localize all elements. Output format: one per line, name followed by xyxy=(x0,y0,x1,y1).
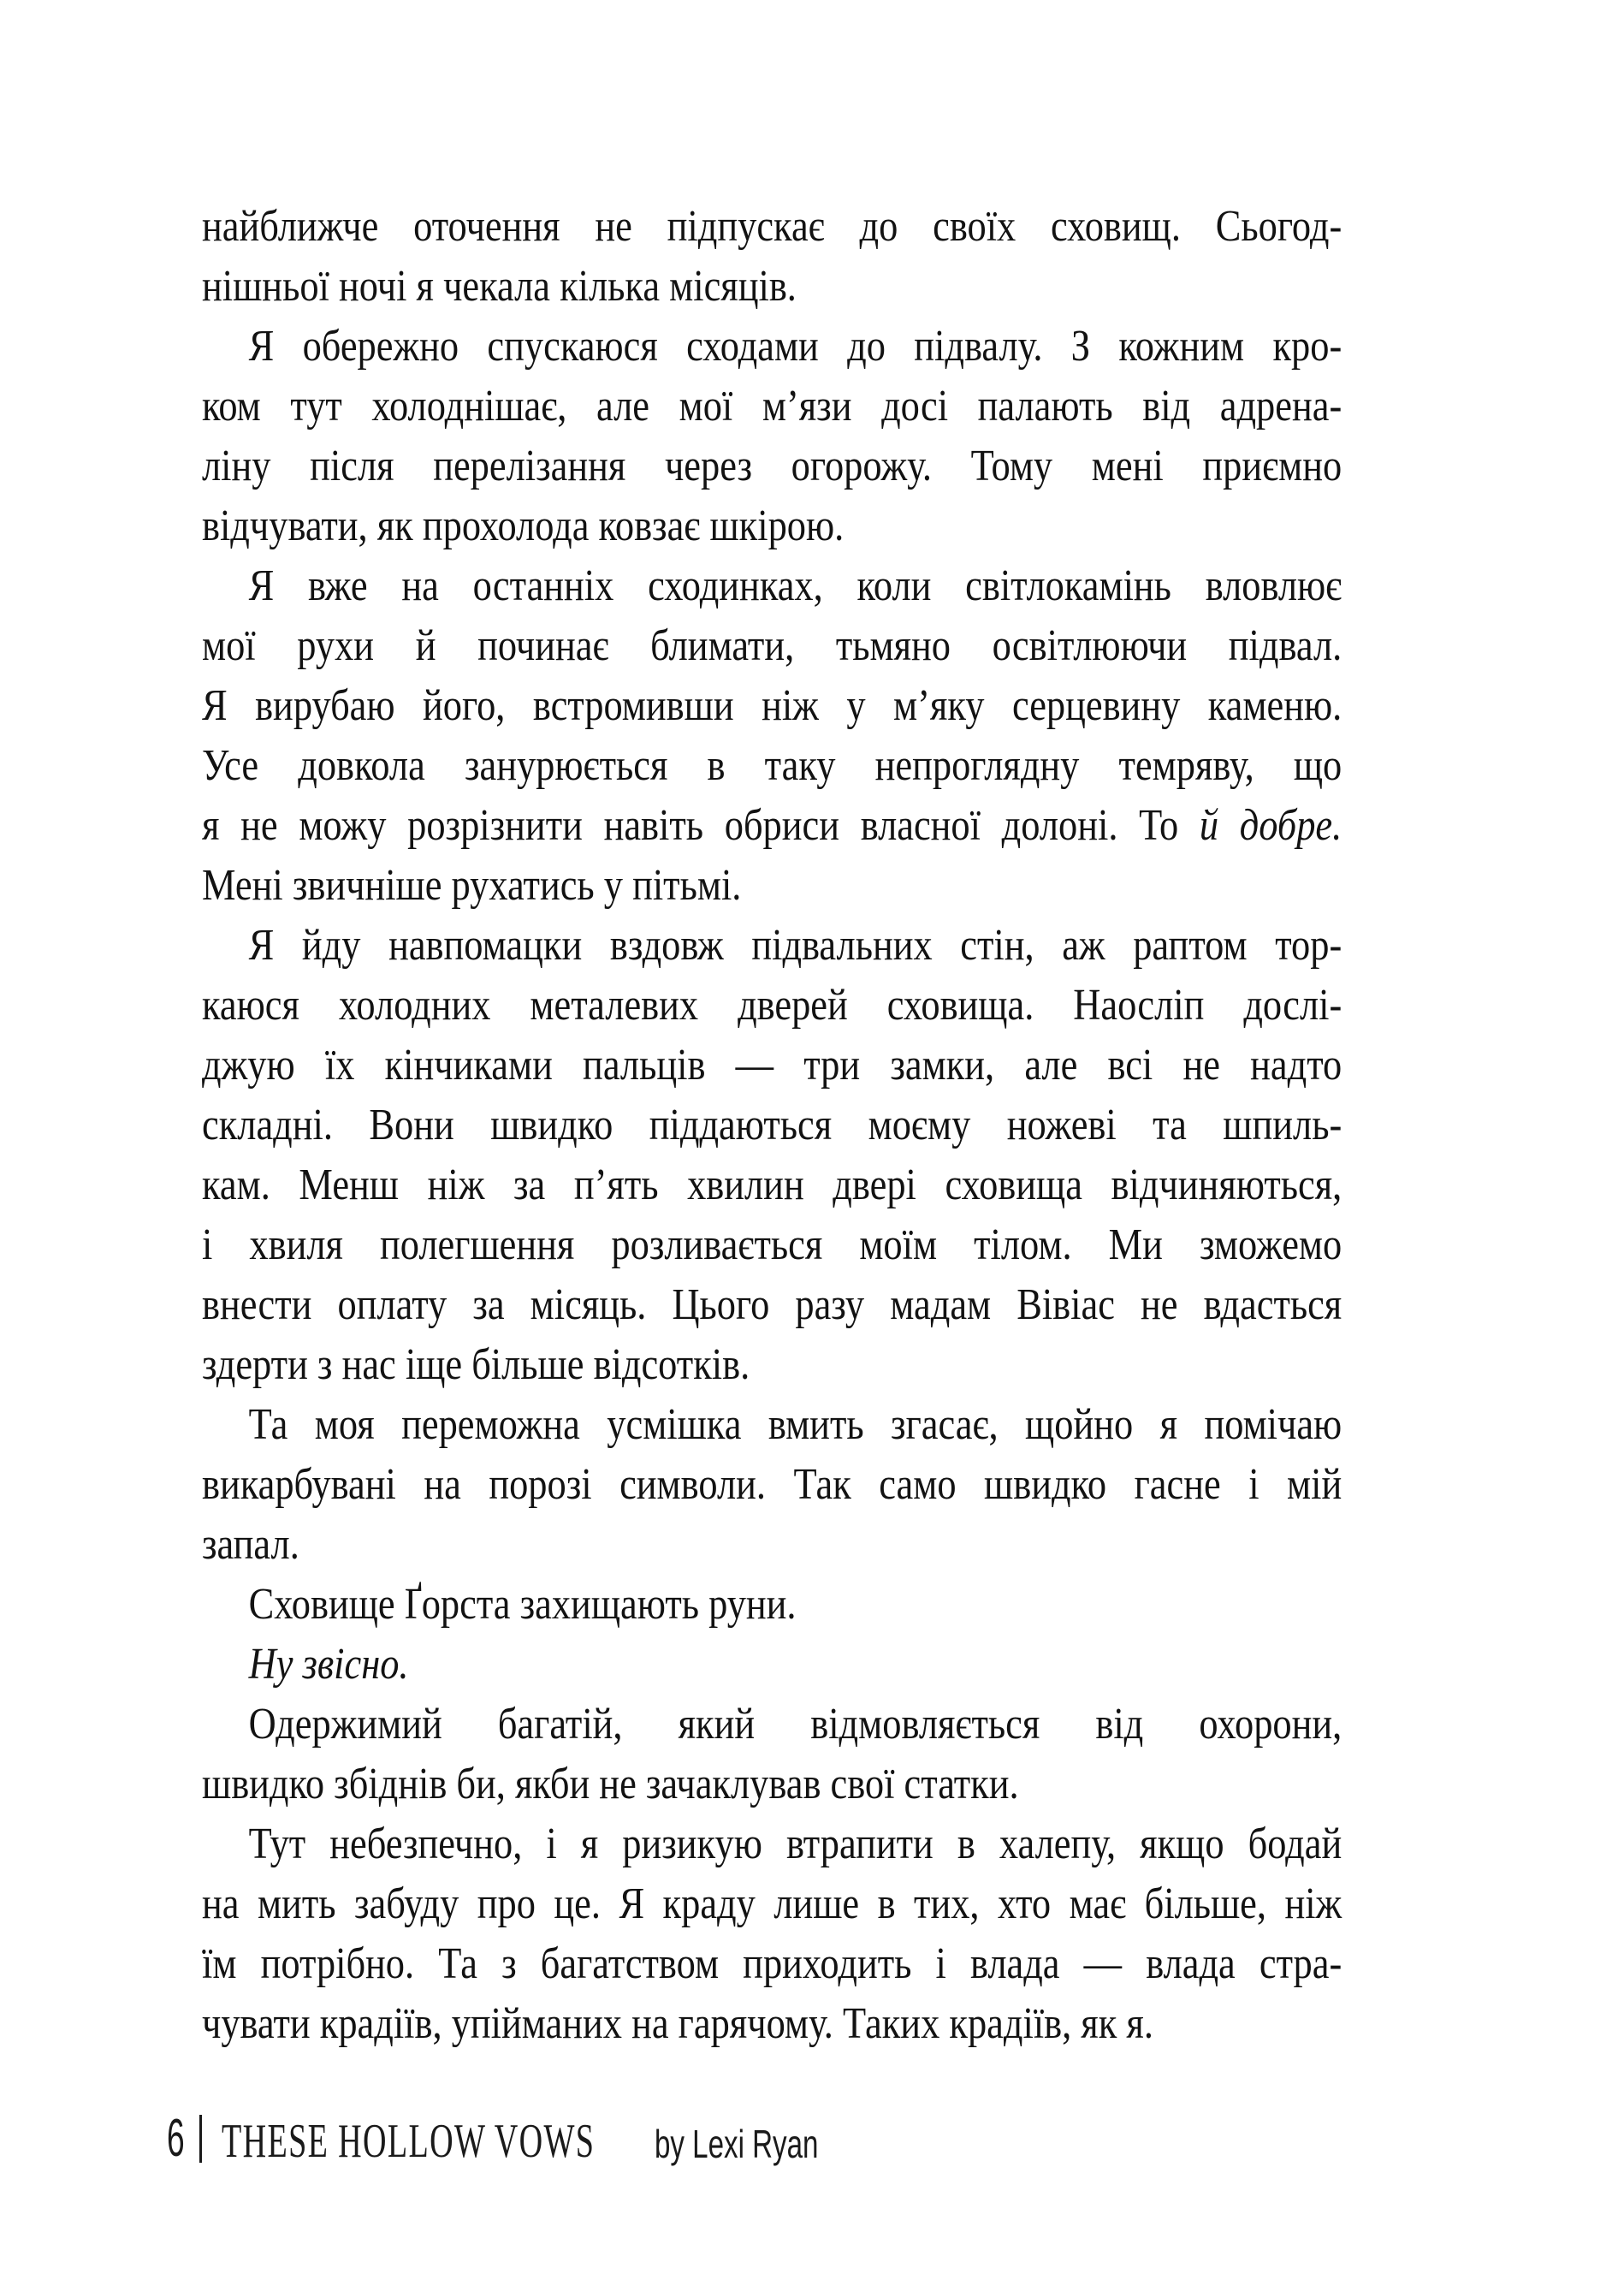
footer-divider xyxy=(199,2115,202,2163)
text-segment: Сховище Ґорста захищають руни. xyxy=(248,1580,797,1629)
text-segment: Я йду навпомацки вздовж підвальних стін, аж раптом тор- xyxy=(248,921,1342,970)
footer xyxy=(0,2111,1624,2170)
text-segment: Ну звісно. xyxy=(248,1640,409,1689)
text-line xyxy=(202,1575,1342,1635)
text-line xyxy=(202,1515,1342,1575)
text-segment: найближче оточення не підпускає до своїх сховищ. Сьогод- xyxy=(202,202,1342,251)
text-segment: чувати крадіїв, упійманих на гарячому. Таких крадіїв, як я. xyxy=(202,1999,1153,2048)
text-line xyxy=(202,317,1342,377)
text-segment: викарбувані на порозі символи. Так само швидко гасне і мій xyxy=(202,1460,1342,1509)
text-segment: Усе довкола занурюється в таку непроглядну темряву, що xyxy=(202,741,1342,790)
paragraph xyxy=(202,916,1342,1395)
paragraph xyxy=(202,1635,1342,1695)
text-line xyxy=(202,496,1342,556)
text-line xyxy=(202,1395,1342,1455)
text-segment: Та моя переможна усмішка вмить згасає, щойно я помічаю xyxy=(248,1400,1342,1449)
text-segment: на мить забуду про це. Я краду лише в тих, хто має більше, ніж xyxy=(202,1879,1342,1928)
text-line xyxy=(202,556,1342,616)
text-line xyxy=(202,1215,1342,1275)
text-segment: складні. Вони швидко піддаються моєму ножеві та шпиль- xyxy=(202,1101,1342,1149)
text-line xyxy=(202,436,1342,496)
footer-byline: by Lexi Ryan xyxy=(655,2122,819,2166)
text-segment: внести оплату за місяць. Цього разу мадам Вівіас не вдасться xyxy=(202,1280,1342,1329)
text-line xyxy=(202,616,1342,676)
paragraph xyxy=(202,1695,1342,1814)
text-segment: каюся холодних металевих дверей сховища. Наосліп дослі- xyxy=(202,981,1342,1030)
text-line xyxy=(202,796,1342,856)
text-segment: їм потрібно. Та з багатством приходить і влада — влада стра- xyxy=(202,1939,1342,1988)
text-segment: джую їх кінчиками пальців — три замки, але всі не надто xyxy=(202,1041,1342,1090)
paragraph xyxy=(202,1814,1342,2054)
text-line xyxy=(202,1934,1342,1994)
text-segment: і хвиля полегшення розливається моїм тілом. Ми зможемо xyxy=(202,1220,1342,1269)
text-segment: здерти з нас іще більше відсотків. xyxy=(202,1340,750,1389)
text-line xyxy=(202,1036,1342,1095)
text-line xyxy=(202,377,1342,436)
paragraph xyxy=(202,1395,1342,1575)
text-line xyxy=(202,1155,1342,1215)
text-segment: швидко збіднів би, якби не зачаклував свої статки. xyxy=(202,1760,1019,1808)
text-line xyxy=(202,916,1342,976)
text-line xyxy=(202,197,1342,257)
text-segment: Я вирубаю його, встромивши ніж у м’яку серцевину каменю. xyxy=(202,681,1342,730)
text-line xyxy=(202,856,1342,916)
text-segment: кам. Менш ніж за п’ять хвилин двері сховища відчиняються, xyxy=(202,1161,1342,1209)
text-line xyxy=(202,676,1342,736)
text-line xyxy=(202,1635,1342,1695)
text-segment: ком тут холоднішає, але мої м’язи досі палають від адрена- xyxy=(202,382,1342,430)
footer-page-number: 6 xyxy=(167,2109,185,2168)
text-segment: Тут небезпечно, і я ризикую втрапити в халепу, якщо бодай xyxy=(248,1820,1342,1868)
text-line xyxy=(202,1994,1342,2054)
text-line xyxy=(202,257,1342,317)
text-line xyxy=(202,1275,1342,1335)
text-line xyxy=(202,1095,1342,1155)
text-line xyxy=(202,1874,1342,1934)
text-segment: відчувати, як прохолода ковзає шкірою. xyxy=(202,502,845,550)
paragraph xyxy=(202,1575,1342,1635)
text-segment: Одержимий багатій, який відмовляється від охорони, xyxy=(248,1700,1342,1749)
text-line xyxy=(202,976,1342,1036)
text-line xyxy=(202,1695,1342,1754)
text-segment: мої рухи й починає блимати, тьмяно освітлюючи підвал. xyxy=(202,621,1342,670)
text-segment: запал. xyxy=(202,1520,299,1569)
text-line xyxy=(202,1335,1342,1395)
text-segment: Мені звичніше рухатись у пітьмі. xyxy=(202,861,742,910)
body-text xyxy=(202,197,1342,2054)
paragraph xyxy=(202,317,1342,556)
text-line xyxy=(202,736,1342,796)
paragraph xyxy=(202,556,1342,916)
text-segment: й добре. xyxy=(1199,801,1342,850)
text-segment: я не можу розрізнити навіть обриси власної долоні. То xyxy=(202,801,1200,850)
text-segment: ліну після перелізання через огорожу. Тому мені приємно xyxy=(202,442,1342,490)
footer-book-title: THESE HOLLOW VOWS xyxy=(222,2115,596,2168)
text-line xyxy=(202,1455,1342,1515)
text-line xyxy=(202,1814,1342,1874)
text-line xyxy=(202,1754,1342,1814)
text-segment: нішньої ночі я чекала кілька місяців. xyxy=(202,262,797,311)
text-segment: Я вже на останніх сходинках, коли світлокамінь вловлює xyxy=(248,561,1342,610)
text-segment: Я обережно спускаюся сходами до підвалу. З кожним кро- xyxy=(248,322,1342,371)
paragraph xyxy=(202,197,1342,317)
